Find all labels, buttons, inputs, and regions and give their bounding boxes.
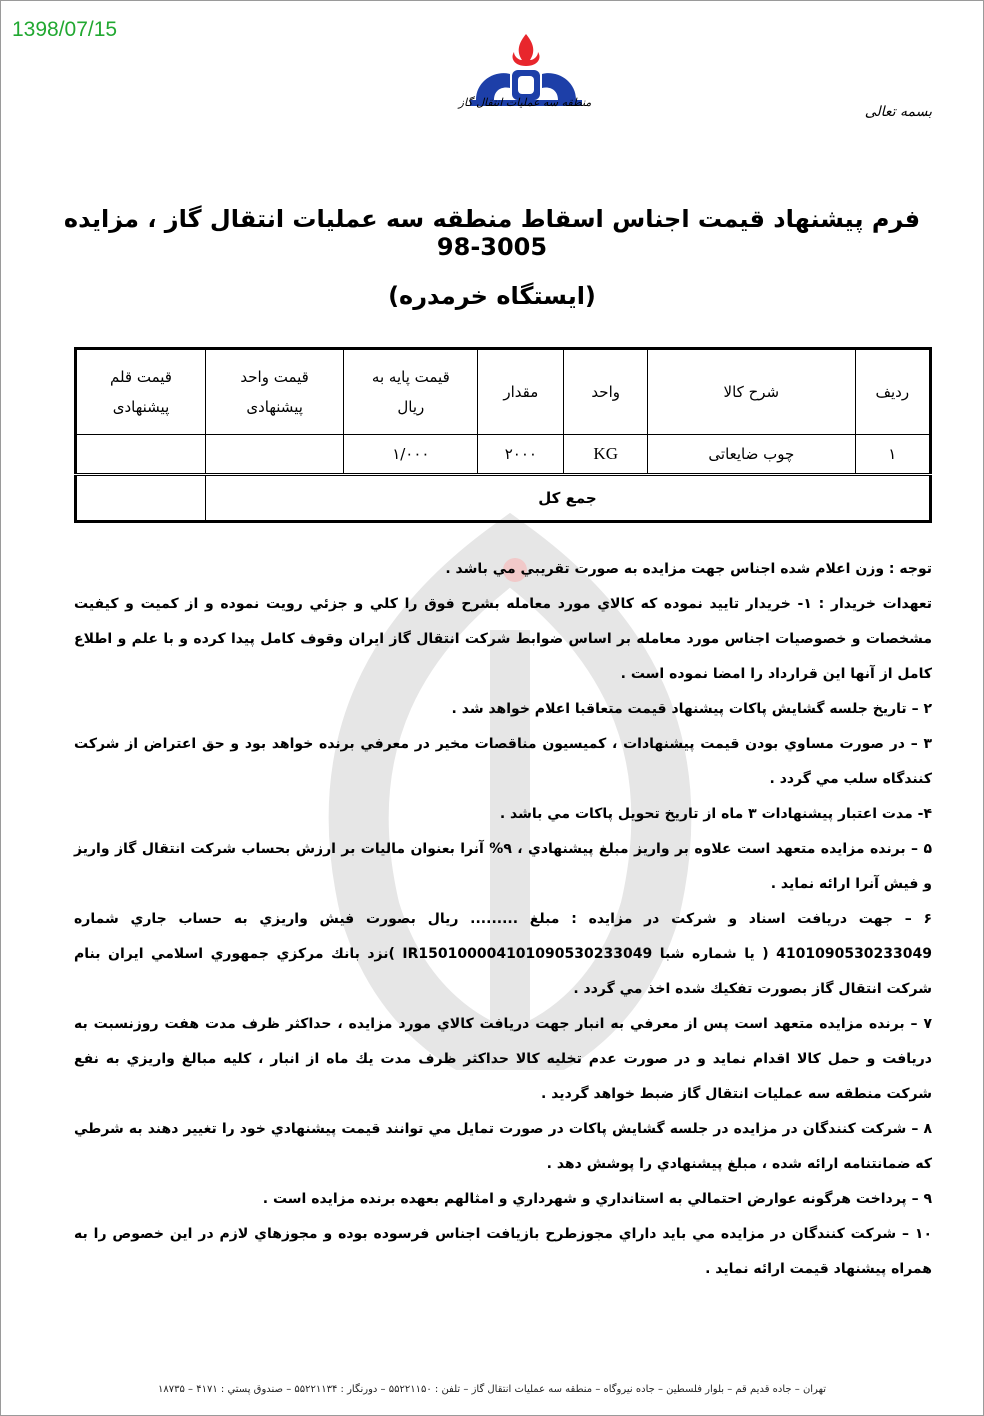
- cell-quantity: ۲۰۰۰: [478, 435, 564, 475]
- cell-description: چوب ضایعاتی: [648, 435, 855, 475]
- term-9: ۹ – پرداخت هرگونه عوارض احتمالي به استانداري و شهرداري و امثالهم بعهده برنده مزایده است .: [262, 1191, 932, 1207]
- cell-base-price: ۱/۰۰۰: [344, 435, 478, 475]
- date-stamp: 1398/07/15: [12, 18, 118, 41]
- total-label: جمع کل: [205, 475, 930, 522]
- header-unit-price: [205, 349, 343, 435]
- page-subtitle: (ایستگاه خرمدره): [388, 282, 596, 310]
- total-value-cell[interactable]: [76, 475, 206, 522]
- header-base-price-line2: ریال: [397, 398, 425, 416]
- cell-unit: KG: [564, 435, 648, 475]
- term-4: ۴- مدت اعتبار پیشنهادات ۳ ماه از تاریخ تحویل پاکات مي باشد .: [499, 806, 932, 822]
- header-unit-price-line1: قیمت واحد: [240, 368, 309, 386]
- term-3: ۳ – در صورت مساوي بودن قیمت پیشنهادات ، کمیسیون مناقصات مخیر در معرفي برنده خواهد بود و حق اعتراض از شرکت کنندگاه سلب مي گردد .: [74, 736, 932, 787]
- org-logo-text: منطقه سه عملیات انتقال گاز: [458, 96, 592, 109]
- cell-row-number: ۱: [855, 435, 930, 475]
- items-table: [74, 347, 932, 523]
- header-unit-price-line2: پیشنهادی: [246, 398, 303, 416]
- header-unit: واحد: [564, 349, 648, 435]
- header-row-number: ردیف: [855, 349, 930, 435]
- cell-item-price[interactable]: [76, 435, 206, 475]
- table-header-row: [76, 349, 931, 435]
- table-total-row: [76, 475, 931, 522]
- footer-address: تهران – جاده قدیم قم – بلوار فلسطین – جاده نیروگاه – منطقه سه عملیات انتقال گاز – تلفن : ۵۵۲۲۱۱۵۰ – دورنگار : ۵۵۲۲۱۱۳۴ – صندوق پستي : ۴۱۷۱ – ۱۸۷۳۵: [158, 1384, 826, 1395]
- terms-section: [74, 552, 932, 1287]
- term-8: ۸ – شرکت کنندگان در مزایده در جلسه گشایش پاکات در صورت تمایل مي توانند قیمت پیشنهادي خود را تغییر دهند به شرطي که ضمانتنامه ارائه شده ، مبلغ پیشنهادي را پوشش دهد .: [74, 1121, 932, 1172]
- term-5: ۵ – برنده مزایده متعهد است علاوه بر واریز مبلغ پیشنهادي ، ۹% آنرا بعنوان مالیات بر ارزش بحساب شرکت انتقال گاز واریز و فیش آنرا ارائه نماید .: [74, 841, 932, 892]
- term-10: ۱۰ – شرکت کنندگان در مزایده مي باید داراي مجوزطرح بازیافت اجناس فرسوده بوده و مجوزهاي لازم در این خصوص را به همراه پیشنهاد قیمت ارائه نماید .: [74, 1226, 932, 1277]
- note-paragraph: توجه : وزن اعلام شده اجناس جهت مزایده به صورت تقریبي مي باشد .: [445, 561, 932, 577]
- cell-unit-price[interactable]: [205, 435, 343, 475]
- header-description: شرح کالا: [648, 349, 855, 435]
- header-base-price: [344, 349, 478, 435]
- header-base-price-line1: قیمت پایه به: [371, 368, 450, 386]
- invocation-text: بسمه تعالی: [864, 104, 932, 120]
- header-item-price-line2: پیشنهادی: [112, 398, 170, 416]
- term-2: ۲ – تاریخ جلسه گشایش پاکات پیشنهاد قیمت متعاقبا اعلام خواهد شد .: [451, 701, 932, 717]
- header-quantity: مقدار: [478, 349, 564, 435]
- table-row: [76, 435, 931, 475]
- term-6: ۶ – جهت دریافت اسناد و شرکت در مزایده : مبلغ ......... ریال بصورت فیش واریزي به حساب جاري شماره 4101090530233049 ( یا شماره شبا IR150100004101090530233049 )نزد بانك مرکزي جمهوري اسلامي ایران بنام شرکت انتقال گاز بصورت تفکیك شده اخذ مي گردد .: [74, 911, 932, 997]
- term-1: تعهدات خریدار : ۱- خریدار تایید نموده که کالاي مورد معامله بشرح فوق را کلي و جزئي رویت نموده و از کمیت و کیفیت مشخصات و خصوصیات اجناس مورد معامله بر اساس ضوابط شرکت انتقال گاز ایران وقوف کامل پیدا کرده و با علم و اطلاع کامل از آنها این قرارداد را امضا نموده است .: [74, 596, 932, 682]
- header-item-price-line1: قیمت قلم: [109, 368, 172, 386]
- page-title: فرم پیشنهاد قیمت اجناس اسقاط منطقه سه عملیات انتقال گاز ، مزایده 3005-98: [63, 205, 921, 261]
- header-item-price: [76, 349, 206, 435]
- term-7: ۷ – برنده مزایده متعهد است پس از معرفي به انبار جهت دریافت کالاي مورد مزایده ، حداکثر ظرف مدت هفت روزنسبت به دریافت و حمل کالا اقدام نماید و در صورت عدم تخلیه کالا حداکثر ظرف مدت یك ماه از انبار ، کلیه مبالغ واریزي به نفع شرکت منطقه سه عملیات انتقال گاز ضبط خواهد گردید .: [74, 1016, 932, 1102]
